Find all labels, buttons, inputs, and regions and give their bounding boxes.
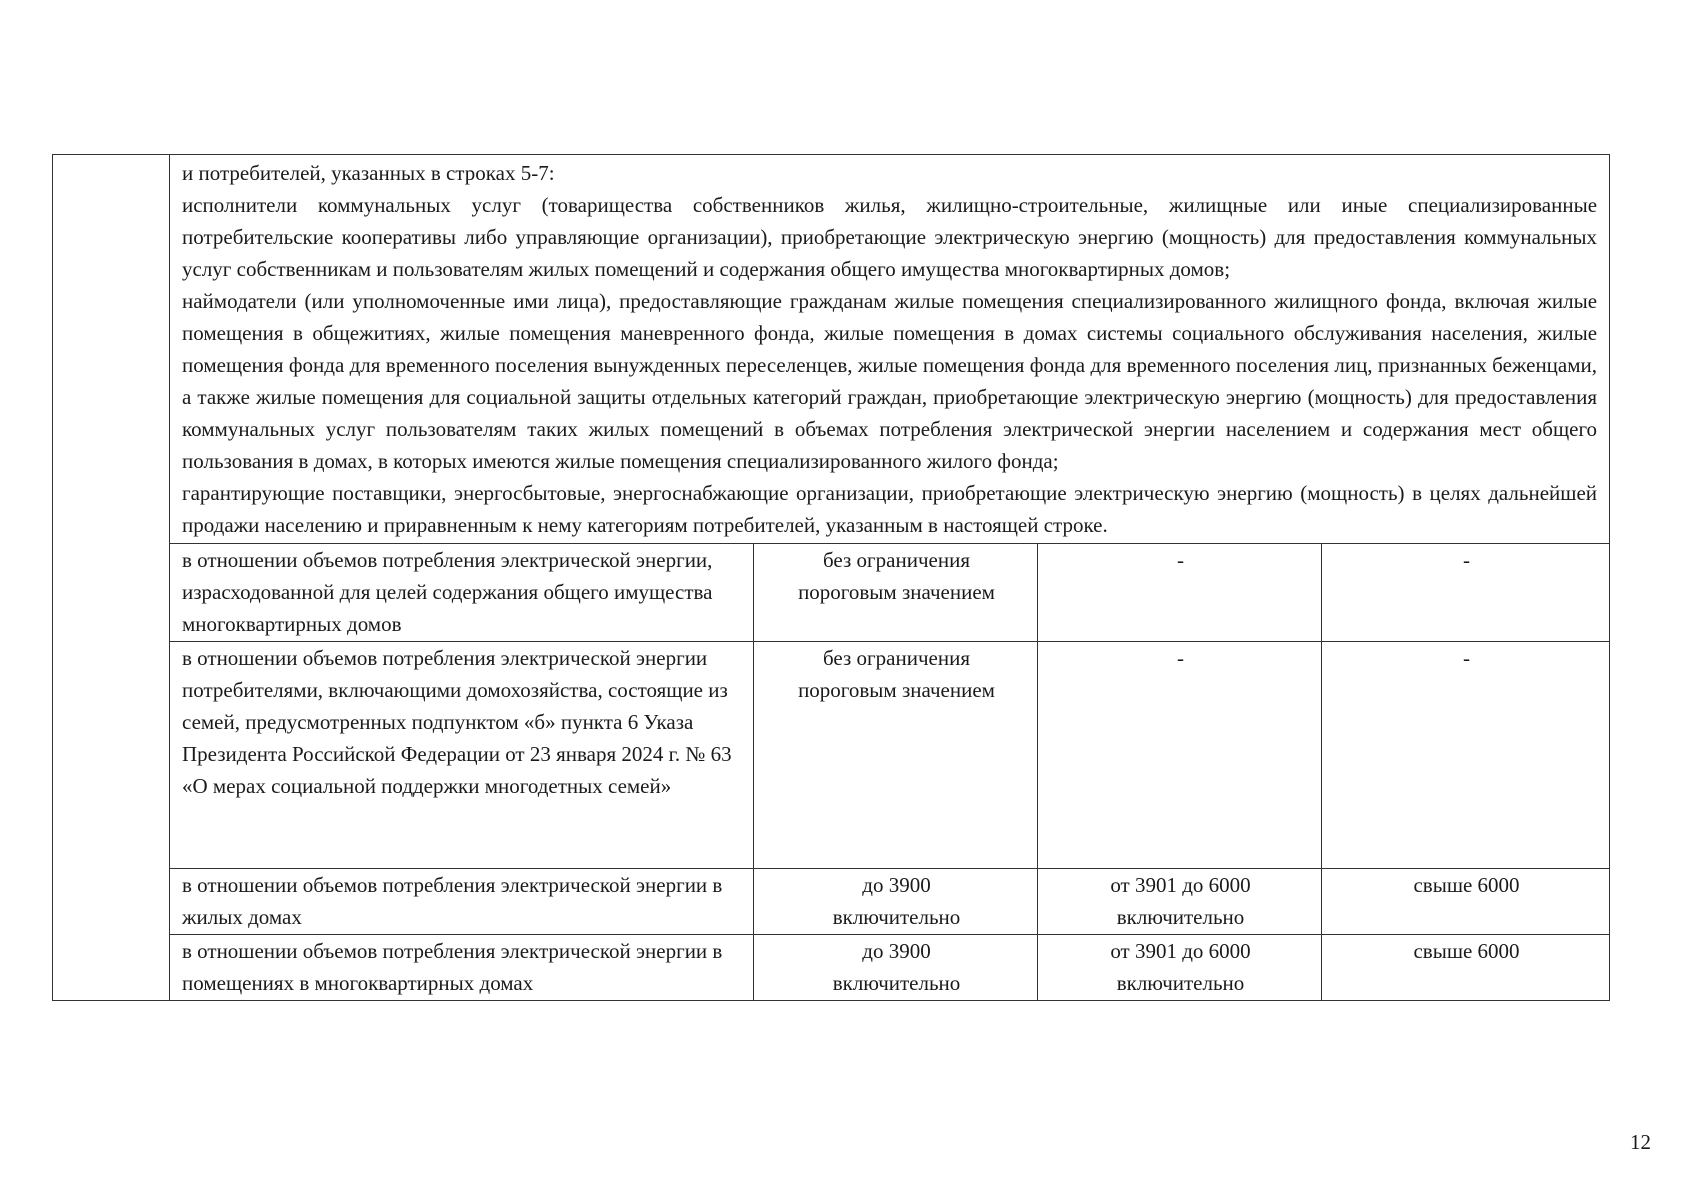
threshold-range-2 [1038,642,1322,869]
threshold-range-1 [754,642,1038,869]
intro-cell [170,155,1610,544]
threshold-range-1 [754,544,1038,642]
cell-line: от 3901 до 6000 [1110,939,1251,963]
cell-line: пороговым значением [798,580,995,604]
cell-line: до 3900 [862,873,931,897]
threshold-range-3 [1322,869,1610,935]
threshold-range-2 [1038,869,1322,935]
threshold-range-2 [1038,544,1322,642]
cell-line: - [1177,646,1184,670]
intro-paragraph-1: исполнители коммунальных услуг (товарищества собственников жилья, жилищно-строительные, жилищные или иные специализированные потребительские кооперативы либо управляющие организации), приобретающие электрическую энергию (мощность) для предоставления коммунальных услуг собственникам и пользователям жилых помещений и содержания общего имущества многоквартирных домов; [182,193,1598,281]
cell-line: без ограничения [823,646,970,670]
intro-paragraph-3: гарантирующие поставщики, энергосбытовые, энергоснабжающие организации, приобретающие электрическую энергию (мощность) в целях дальнейшей продажи населению и приравненным к нему категориям потребителей, указанным в настоящей строке. [182,481,1598,537]
cell-line: включительно [832,905,961,929]
table-row [53,544,1610,642]
row-label: в отношении объемов потребления электрической энергии потребителями, включающими домохозяйства, состоящие из семей, предусмотренных подпунктом «б» пункта 6 Указа Президента Российской Федерации от 23 января 2024 г. № 63 «О мерах социальной поддержки многодетных семей» [170,642,754,869]
cell-line: свыше 6000 [1413,873,1520,897]
intro-heading: и потребителей, указанных в строках 5-7: [182,161,555,185]
cell-line: включительно [832,971,961,995]
row-label: в отношении объемов потребления электрической энергии, израсходованной для целей содержания общего имущества многоквартирных домов [170,544,754,642]
threshold-range-3 [1322,544,1610,642]
row-label: в отношении объемов потребления электрической энергии в жилых домах [170,869,754,935]
threshold-range-1 [754,869,1038,935]
cell-line: включительно [1116,971,1245,995]
cell-line: - [1463,646,1471,670]
cell-line: до 3900 [862,939,931,963]
cell-line: от 3901 до 6000 [1110,873,1251,897]
intro-row [53,155,1610,544]
tariff-table [52,154,1610,1001]
cell-line: пороговым значением [798,678,995,702]
threshold-range-3 [1322,935,1610,1001]
cell-line: свыше 6000 [1413,939,1520,963]
threshold-range-3 [1322,642,1610,869]
table-row [53,935,1610,1001]
cell-line: - [1177,548,1184,572]
table-row [53,869,1610,935]
page-number: 12 [1630,1130,1651,1154]
cell-line: без ограничения [823,548,970,572]
intro-paragraph-2: наймодатели (или уполномоченные ими лица), предоставляющие гражданам жилые помещения специализированного жилищного фонда, включая жилые помещения в общежитиях, жилые помещения маневренного фонда, жилые помещения в домах системы социального обслуживания населения, жилые помещения фонда для временного поселения вынужденных переселенцев, жилые помещения фонда для временного поселения лиц, признанных беженцами, а также жилые помещения для социальной защиты отдельных категорий граждан, приобретающие электрическую энергию (мощность) для предоставления коммунальных услуг пользователям таких жилых помещений в объемах потребления электрической энергии населением и содержания мест общего пользования в домах, в которых имеются жилые помещения специализированного жилого фонда; [182,289,1598,473]
row-label: в отношении объемов потребления электрической энергии в помещениях в многоквартирных домах [170,935,754,1001]
threshold-range-2 [1038,935,1322,1001]
threshold-range-1 [754,935,1038,1001]
cell-line: включительно [1116,905,1245,929]
table-row [53,642,1610,869]
row-number-cell [53,155,170,1001]
cell-line: - [1463,548,1471,572]
